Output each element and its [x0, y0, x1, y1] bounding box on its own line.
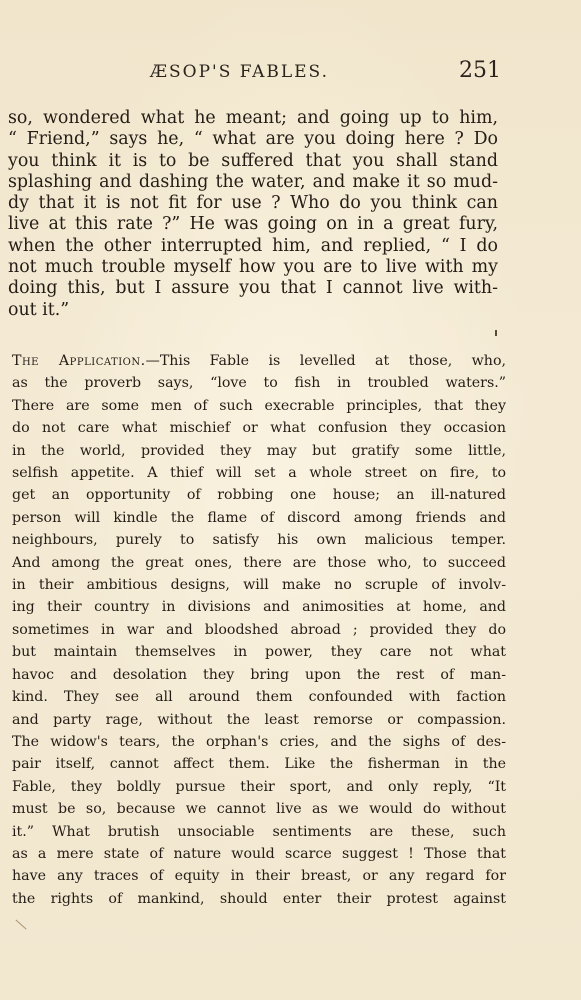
application-line: and party rage, without the least remorse or compassion. — [12, 711, 506, 728]
fable-line: not much trouble myself how you are to live with my — [8, 257, 498, 278]
application-line — [12, 350, 506, 372]
fable-line: splashing and dashing the water, and make it so mud- — [8, 171, 498, 192]
page-number: 251 — [459, 58, 501, 83]
application-line: it.” What brutish unsociable sentiments are these, such — [12, 823, 506, 840]
application-line-text: —This Fable is levelled at those, who, — [145, 353, 506, 369]
application-line: as a mere state of nature would scarce suggest ! Those that — [12, 845, 506, 862]
fable-line: when the other interrupted him, and replied, “ I do — [8, 235, 498, 256]
application-line: get an opportunity of robbing one house; an ill-natured — [12, 487, 506, 504]
fable-line: live at this rate ?” He was going on in a great fury, — [8, 214, 498, 235]
fable-line: “ Friend,” says he, “ what are you doing here ? Do — [8, 129, 498, 150]
fable-line: dy that it is not fit for use ? Who do you think can — [8, 193, 498, 214]
application-line: ing their country in divisions and animosities at home, and — [12, 599, 506, 616]
application-heading: The Application. — [12, 353, 146, 369]
fable-line: doing this, but I assure you that I cannot live with- — [8, 278, 498, 299]
application-line: There are some men of such execrable principles, that they — [12, 397, 506, 414]
application-line: in their ambitious designs, will make no scruple of involv- — [12, 577, 506, 594]
application-line: must be so, because we cannot live as we would do without — [12, 801, 506, 818]
application-line: Fable, they boldly pursue their sport, and only reply, “It — [12, 778, 506, 795]
application-paragraph — [12, 350, 506, 910]
fable-text — [8, 108, 498, 321]
application-line: kind. They see all around them confounded with faction — [12, 689, 506, 706]
application-line: sometimes in war and bloodshed abroad ; provided they do — [12, 621, 506, 638]
application-line: do not care what mischief or what confusion they occasion — [12, 420, 506, 437]
application-line: neighbours, purely to satisfy his own malicious temper. — [12, 532, 506, 549]
page-edge-mark — [15, 919, 26, 929]
application-line: in the world, provided they may but gratify some little, — [12, 442, 506, 459]
application-line: person will kindle the flame of discord among friends and — [12, 509, 506, 526]
application-line: have any traces of equity in their breast, or any regard for — [12, 868, 506, 885]
application-line: as the proverb says, “love to fish in troubled waters.” — [12, 375, 506, 392]
application-line: And among the great ones, there are those who, to succeed — [12, 554, 506, 571]
running-head: ÆSOP'S FABLES. — [150, 62, 329, 82]
application-line: pair itself, cannot affect them. Like the fisherman in the — [12, 756, 506, 773]
application-line: The widow's tears, the orphan's cries, and the sighs of des- — [12, 733, 506, 750]
application-line: selfish appetite. A thief will set a whole street on fire, to — [12, 465, 506, 482]
application-line: havoc and desolation they bring upon the rest of man- — [12, 666, 506, 683]
print-mark — [495, 330, 497, 336]
fable-line: you think it is to be suffered that you shall stand — [8, 150, 498, 171]
fable-line: so, wondered what he meant; and going up to him, — [8, 108, 498, 128]
application-line: but maintain themselves in power, they care not what — [12, 644, 506, 661]
fable-line: out it.” — [8, 299, 70, 320]
application-line: the rights of mankind, should enter their protest against — [12, 890, 506, 907]
